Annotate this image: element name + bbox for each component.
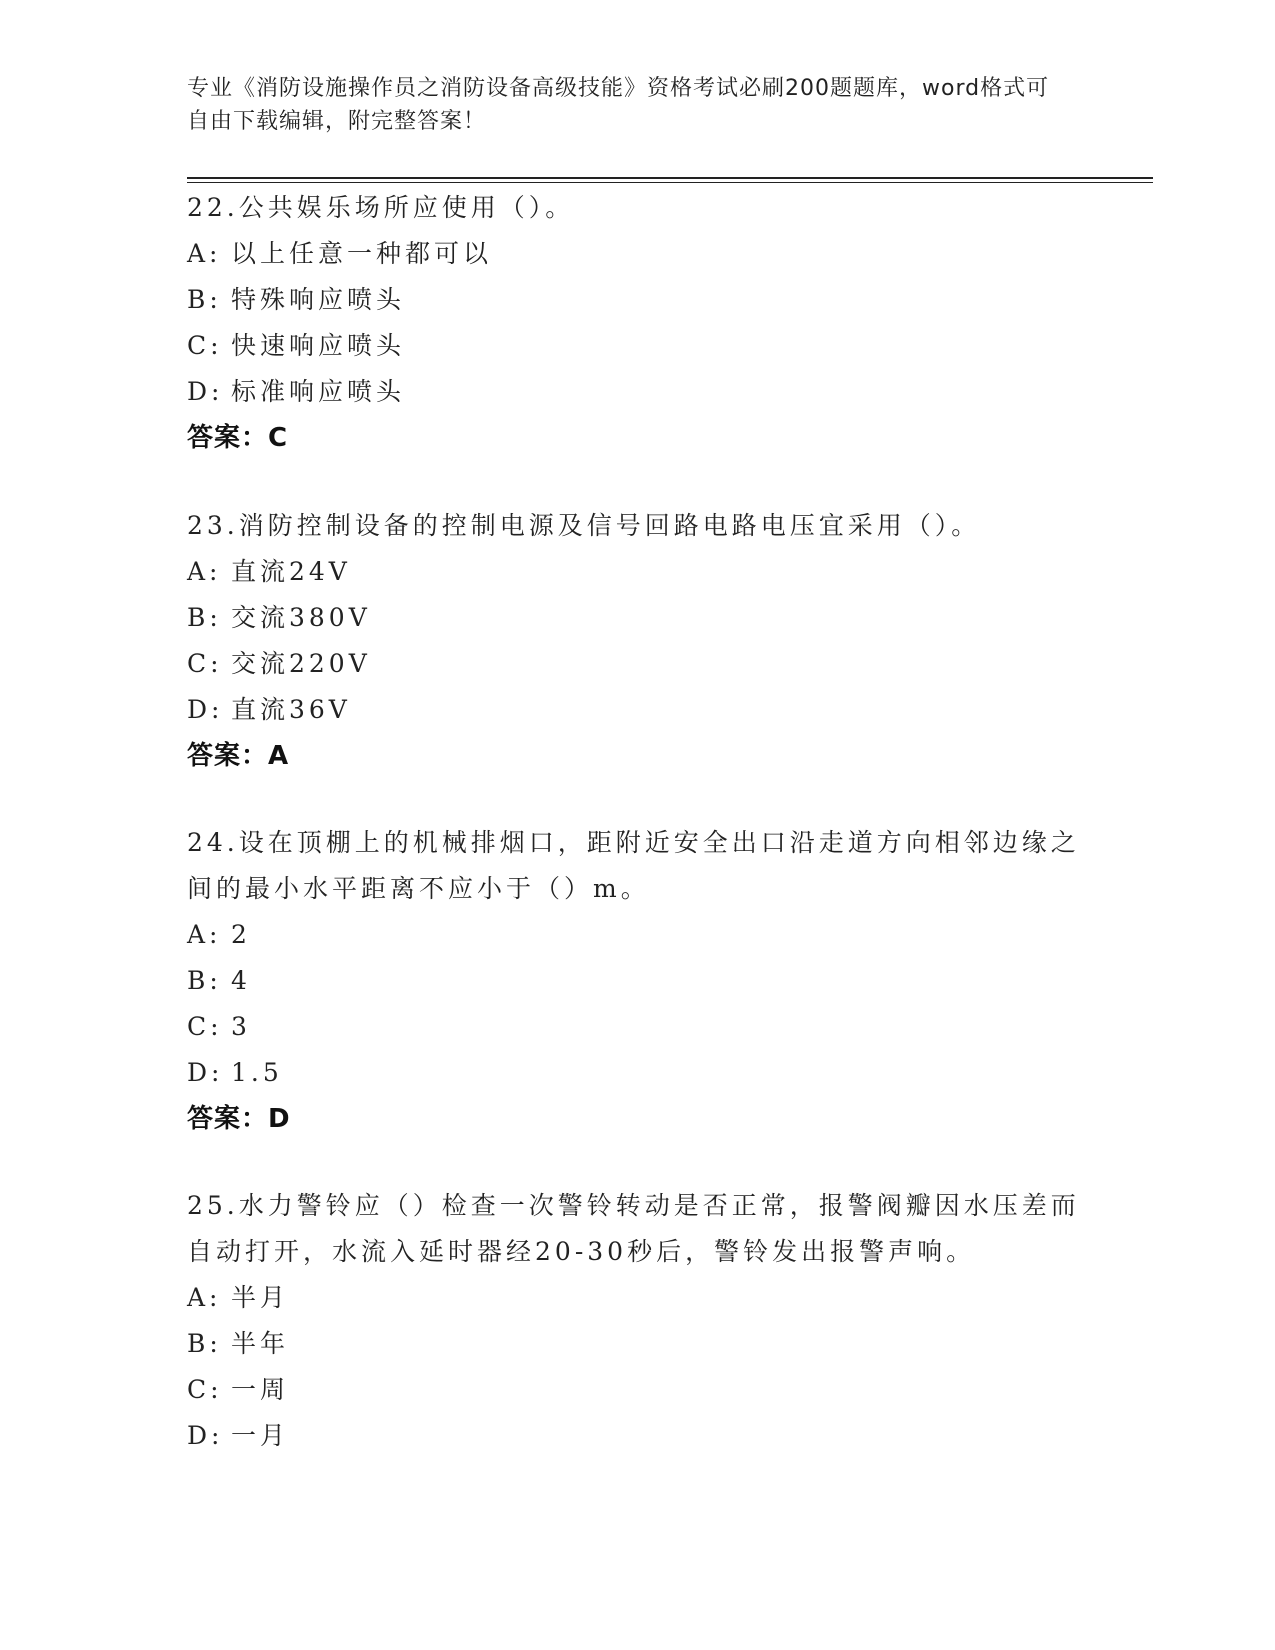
document-header: 专业《消防设施操作员之消防设备高级技能》资格考试必刷200题题库，word格式可自由下载编辑，附完整答案！ — [187, 76, 1050, 134]
option-c — [187, 1367, 1087, 1413]
option-text: 1.5 — [231, 1058, 283, 1087]
option-letter: D: — [187, 377, 224, 406]
option-letter: C: — [187, 1375, 223, 1404]
answer-value: C — [268, 423, 289, 453]
option-letter: B: — [187, 285, 222, 314]
option-b — [187, 1321, 1087, 1367]
option-text: 半月 — [231, 1283, 290, 1312]
answer-label: 答案： — [187, 423, 269, 453]
option-letter: B: — [187, 1329, 222, 1358]
option-text: 标准响应喷头 — [231, 377, 406, 406]
option-a — [187, 1275, 1087, 1321]
option-text: 特殊响应喷头 — [231, 285, 406, 314]
option-text: 4 — [231, 966, 251, 995]
answer-label: 答案： — [187, 741, 269, 771]
option-letter: B: — [187, 603, 222, 632]
question-25 — [187, 1183, 1087, 1459]
option-text: 交流380V — [231, 603, 371, 632]
option-letter: C: — [187, 331, 223, 360]
option-letter: C: — [187, 1012, 223, 1041]
question-24 — [187, 820, 1087, 1142]
option-a — [187, 912, 1087, 958]
question-22 — [187, 185, 1087, 461]
option-c — [187, 323, 1087, 369]
answer-line — [187, 415, 1087, 461]
option-text: 一周 — [231, 1375, 290, 1404]
option-text: 3 — [231, 1012, 251, 1041]
option-letter: C: — [187, 649, 223, 678]
option-a — [187, 231, 1087, 277]
option-letter: A: — [187, 239, 222, 268]
option-text: 半年 — [231, 1329, 290, 1358]
option-d — [187, 1050, 1087, 1096]
option-text: 快速响应喷头 — [231, 331, 406, 360]
option-text: 直流36V — [231, 695, 351, 724]
option-letter: D: — [187, 695, 224, 724]
option-b — [187, 958, 1087, 1004]
question-stem: 24.设在顶棚上的机械排烟口，距附近安全出口沿走道方向相邻边缘之间的最小水平距离不应小于（）m。 — [187, 828, 1080, 903]
option-text: 一月 — [231, 1421, 290, 1450]
option-text: 以上任意一种都可以 — [231, 239, 493, 268]
question-23 — [187, 503, 1087, 779]
question-stem: 25.水力警铃应（）检查一次警铃转动是否正常，报警阀瓣因水压差而自动打开，水流入延时器经20-30秒后，警铃发出报警声响。 — [187, 1191, 1080, 1266]
option-b — [187, 595, 1087, 641]
option-letter: B: — [187, 966, 222, 995]
option-text: 直流24V — [231, 557, 351, 586]
option-text: 交流220V — [231, 649, 371, 678]
question-stem: 23.消防控制设备的控制电源及信号回路电路电压宜采用（）。 — [187, 511, 981, 540]
option-d — [187, 1413, 1087, 1459]
option-letter: D: — [187, 1421, 224, 1450]
option-b — [187, 277, 1087, 323]
answer-value: A — [268, 741, 290, 771]
option-d — [187, 369, 1087, 415]
question-stem: 22.公共娱乐场所应使用（）。 — [187, 193, 575, 222]
option-d — [187, 687, 1087, 733]
answer-value: D — [268, 1104, 291, 1134]
option-letter: D: — [187, 1058, 224, 1087]
option-a — [187, 549, 1087, 595]
answer-line — [187, 733, 1087, 779]
header-divider-thin — [187, 182, 1153, 183]
option-letter: A: — [187, 557, 222, 586]
header-divider-thick — [187, 177, 1153, 179]
option-letter: A: — [187, 920, 222, 949]
answer-line — [187, 1096, 1087, 1142]
option-text: 2 — [231, 920, 251, 949]
option-letter: A: — [187, 1283, 222, 1312]
option-c — [187, 641, 1087, 687]
answer-label: 答案： — [187, 1104, 269, 1134]
option-c — [187, 1004, 1087, 1050]
